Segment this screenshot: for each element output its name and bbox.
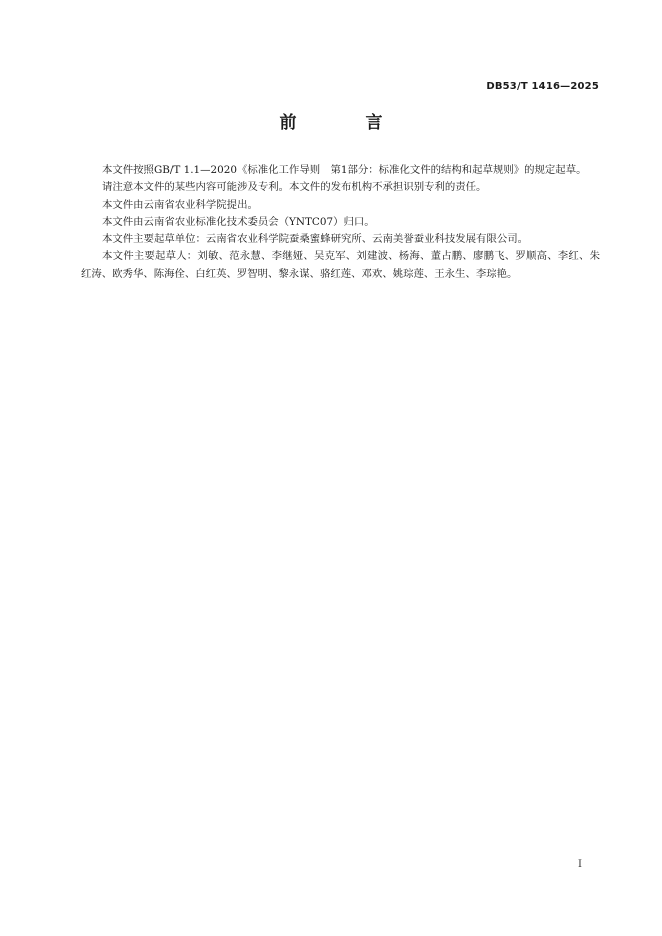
paragraph-technical-committee: 本文件由云南省农业标准化技术委员会（YNTC07）归口。 [102, 215, 375, 228]
page-number: I [578, 859, 582, 870]
paragraph-drafters: 本文件主要起草人：刘敏、范永慧、李继娅、吴克军、刘建波、杨海、董占鹏、廖鹏飞、罗顺高、李红、朱红涛、欧秀华、陈海佺、白红英、罗智明、黎永谋、骆红莲、邓欢、姚琮莲、王永生、李琮艳。 [81, 250, 600, 280]
document-code: DB53/T 1416—2025 [486, 81, 599, 92]
paragraph-drafting-organizations: 本文件主要起草单位：云南省农业科学院蚕桑蜜蜂研究所、云南美誉蚕业科技发展有限公司。 [102, 233, 529, 246]
paragraph-drafting-basis: 本文件按照GB/T 1.1—2020《标准化工作导则 第1部分：标准化文件的结构和起草规则》的规定起草。 [102, 164, 587, 176]
document-body [81, 162, 600, 283]
page-title: 前 言 [279, 113, 409, 133]
paragraph-proposer: 本文件由云南省农业科学院提出。 [102, 198, 258, 211]
paragraph-patent-notice: 请注意本文件的某些内容可能涉及专利。本文件的发布机构不承担识别专利的责任。 [102, 181, 487, 194]
